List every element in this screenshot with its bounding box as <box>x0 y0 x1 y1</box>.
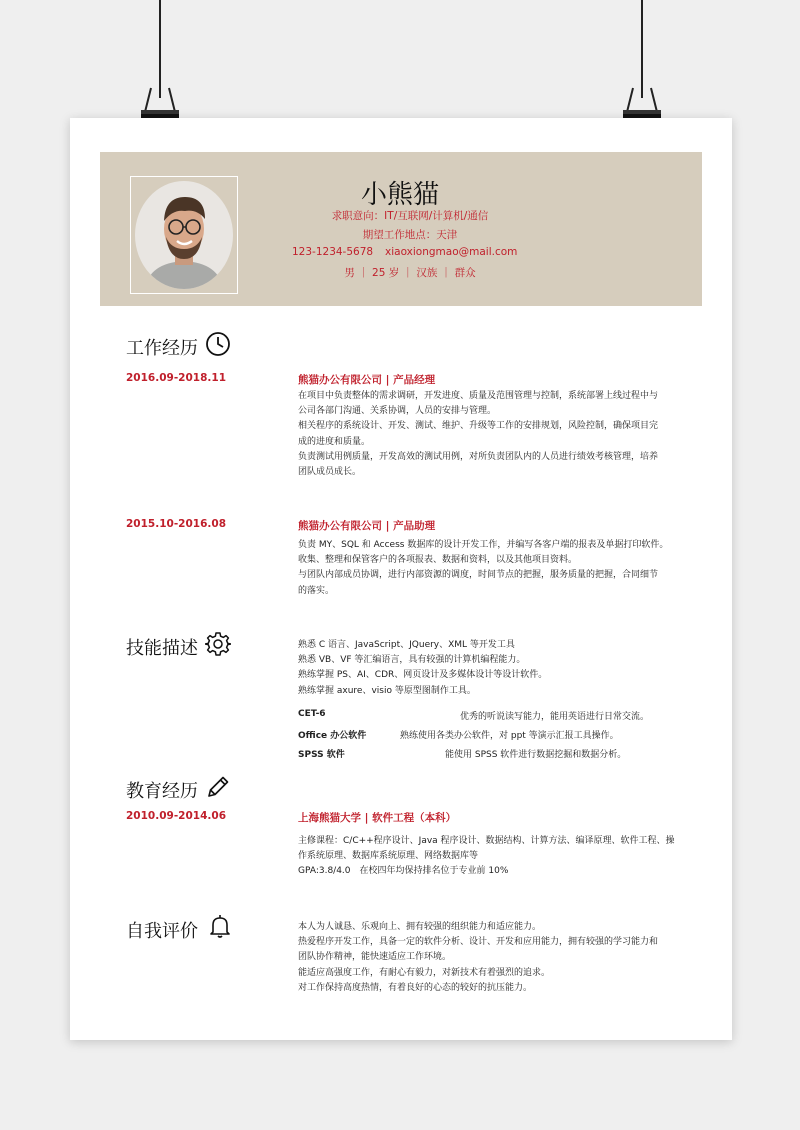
hanging-wire-left <box>159 0 161 98</box>
phone-number: 123-1234-5678 <box>292 246 374 258</box>
resume-paper <box>70 118 732 1040</box>
candidate-name: 小熊猫 <box>360 180 439 210</box>
work-date-2: 2015.10-2016.08 <box>126 518 227 530</box>
skill-key: CET-6 <box>298 709 326 719</box>
education-title: 上海熊猫大学 | 软件工程（本科） <box>298 812 457 824</box>
skill-value: 能使用 SPSS 软件进行数据挖掘和数据分析。 <box>445 750 627 760</box>
work-title-1: 熊猫办公有限公司 | 产品经理 <box>298 374 436 386</box>
skills-list <box>298 638 683 699</box>
email-address: xiaoxiongmao@mail.com <box>385 246 518 258</box>
work-desc-line: 负责测试用例质量，开发高效的测试用例，对所负责团队内的人员进行绩效考核管理，培养 <box>298 451 659 462</box>
skill-key: SPSS 软件 <box>298 750 345 760</box>
avatar-photo <box>135 181 233 289</box>
work-desc-line: 与团队内部成员协调，进行内部资源的调度，时间节点的把握，服务质量的把握，合同细节 <box>298 570 659 581</box>
self-eval-line: 团队协作精神，能快速适应工作环境。 <box>298 952 452 963</box>
skill-line: 熟练掌握 axure、visio 等原型图制作工具。 <box>298 685 476 696</box>
self-eval-line: 对工作保持高度热情，有着良好的心态的较好的抗压能力。 <box>298 982 533 993</box>
self-evaluation-text <box>298 920 683 996</box>
skill-value: 熟练使用各类办公软件，对 ppt 等演示汇报工具操作。 <box>400 731 619 741</box>
personal-info: 男 ｜ 25 岁 ｜ 汉族 ｜ 群众 <box>344 267 476 279</box>
section-title-self-evaluation: 自我评价 <box>126 921 198 942</box>
self-eval-line: 能适应高强度工作，有耐心有毅力，对新技术有着强烈的追求。 <box>298 967 551 978</box>
work-description-1 <box>298 389 683 480</box>
work-desc-line: 公司各部门沟通、关系协调，人员的安排与管理。 <box>298 406 497 417</box>
expected-location: 期望工作地点：天津 <box>362 229 458 241</box>
education-details <box>298 834 683 880</box>
skill-line: 熟练掌握 PS、AI、CDR、网页设计及多媒体设计等设计软件。 <box>298 670 548 681</box>
work-title-2: 熊猫办公有限公司 | 产品助理 <box>298 520 436 532</box>
gear-icon <box>205 631 231 657</box>
work-desc-line: 在项目中负责整体的需求调研，开发进度、质量及范围管理与控制，系统部署上线过程中与 <box>298 391 659 401</box>
section-title-work: 工作经历 <box>126 338 198 359</box>
photo-frame <box>130 176 238 294</box>
work-desc-line: 团队成员成长。 <box>298 467 362 478</box>
skill-line: 熟悉 C 语言、JavaScript、JQuery、XML 等开发工具 <box>298 640 515 650</box>
hanging-wire-right <box>641 0 643 98</box>
clock-icon <box>205 331 231 357</box>
section-title-education: 教育经历 <box>126 781 198 802</box>
work-desc-line: 相关程序的系统设计、开发、测试、维护、升级等工作的安排规划，风险控制，确保项目完 <box>298 421 659 432</box>
work-desc-line: 收集、整理和保管客户的各项报表、数据和资料，以及其他项目资料。 <box>298 555 578 566</box>
education-date: 2010.09-2014.06 <box>126 810 227 822</box>
work-date-1: 2016.09-2018.11 <box>126 372 227 384</box>
skill-value: 优秀的听说读写能力，能用英语进行日常交流。 <box>460 712 650 722</box>
self-eval-line: 热爱程序开发工作，具备一定的软件分析、设计、开发和应用能力，拥有较强的学习能力和 <box>298 937 659 948</box>
self-eval-line: 本人为人诚恳、乐观向上、拥有较强的组织能力和适应能力。 <box>298 922 542 932</box>
job-intent: 求职意向：IT/互联网/计算机/通信 <box>331 210 489 222</box>
education-line: 主修课程：C/C++程序设计、Java 程序设计、数据结构、计算方法、编译原理、软件工程、操 <box>298 836 675 846</box>
work-desc-line: 成的进度和质量。 <box>298 436 371 447</box>
education-line: GPA:3.8/4.0 在校四年均保持排名位于专业前 10% <box>298 866 509 877</box>
header-band <box>100 152 702 306</box>
work-desc-line: 负责 MY、SQL 和 Access 数据库的设计开发工作，并编写各客户端的报表及单据打印软件。 <box>298 540 669 550</box>
bell-icon <box>207 913 233 939</box>
education-line: 作系统原理、数据库系统原理、网络数据库等 <box>298 851 479 862</box>
work-desc-line: 的落实。 <box>298 585 335 596</box>
skill-key: Office 办公软件 <box>298 731 367 741</box>
work-description-2 <box>298 538 683 599</box>
skill-line: 熟悉 VB、VF 等汇编语言，具有较强的计算机编程能力。 <box>298 655 526 666</box>
pencil-icon <box>205 774 231 800</box>
section-title-skills: 技能描述 <box>126 638 198 659</box>
